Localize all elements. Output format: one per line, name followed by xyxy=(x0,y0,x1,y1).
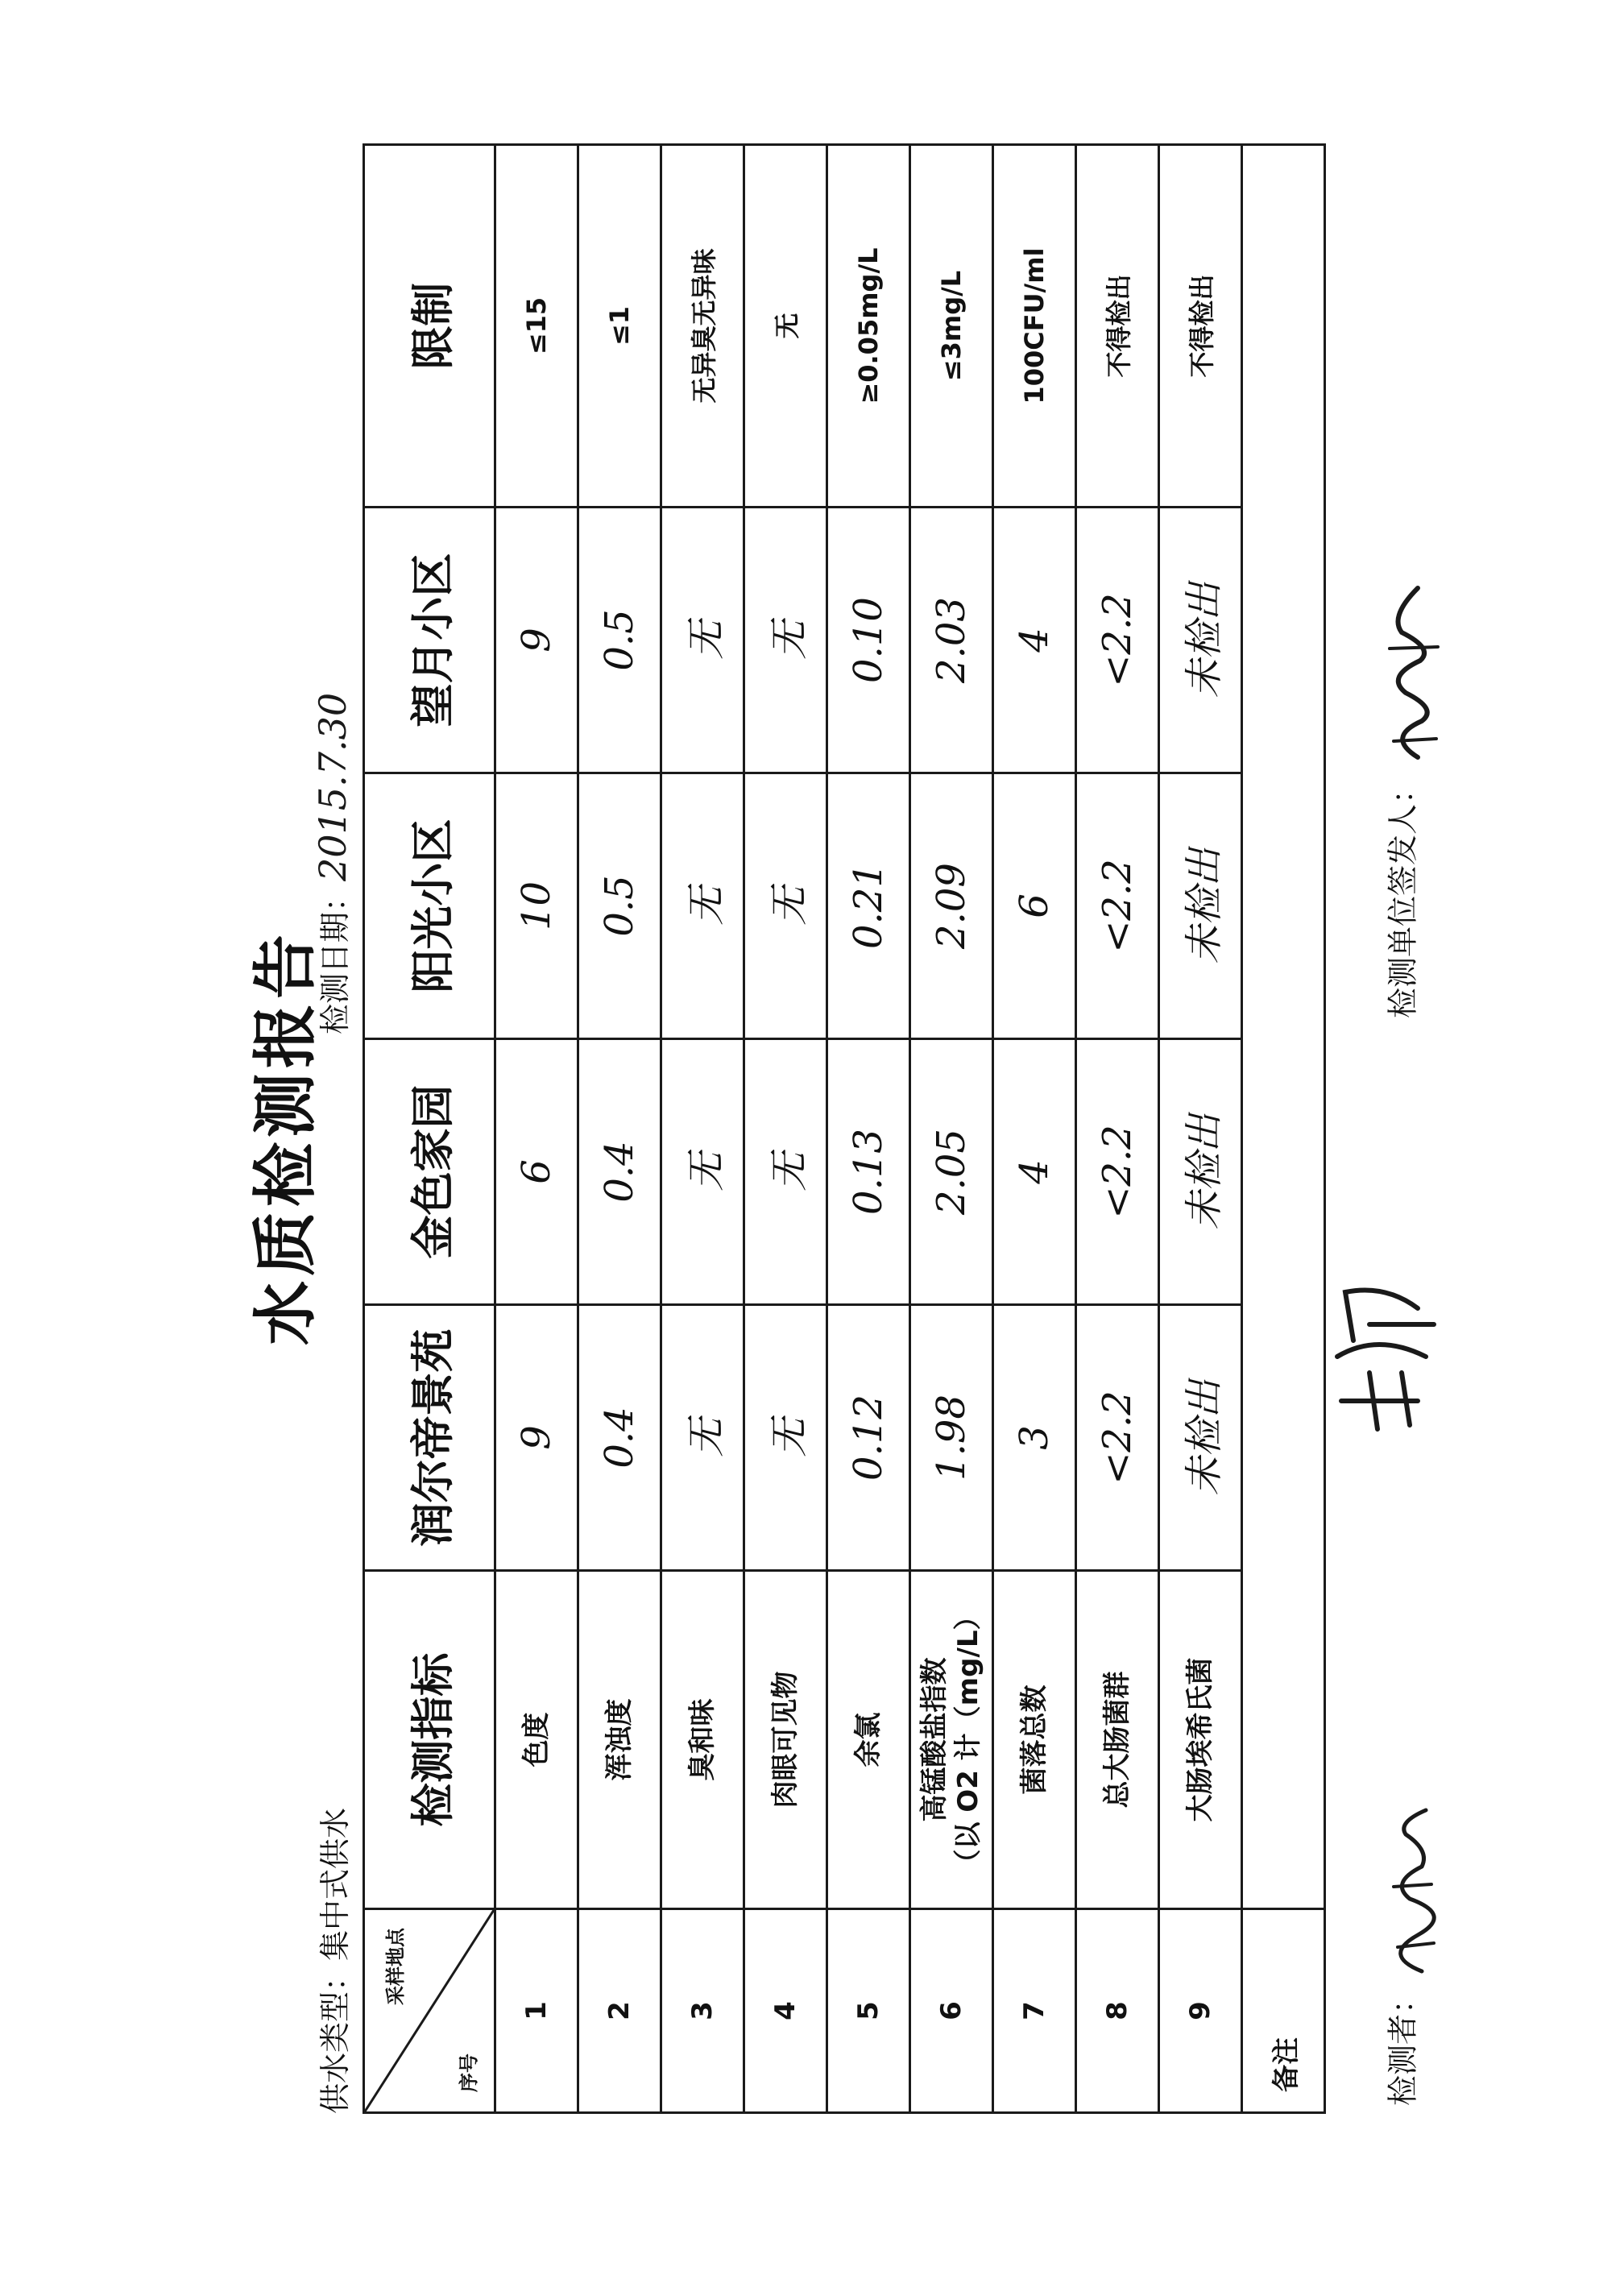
row-value: 无 xyxy=(661,773,744,1039)
site-header: 阳光小区 xyxy=(364,773,495,1039)
row-value: 无 xyxy=(744,1039,827,1305)
row-value: 0.12 xyxy=(827,1305,910,1571)
test-date-value: 2015.7.30 xyxy=(311,692,354,881)
row-value: 3 xyxy=(993,1305,1076,1571)
row-item: 臭和味 xyxy=(661,1571,744,1909)
row-limit: 无异臭无异味 xyxy=(661,145,744,508)
row-value: 未检出 xyxy=(1159,1039,1242,1305)
row-index: 8 xyxy=(1076,1909,1159,2113)
item-header: 检测指标 xyxy=(364,1571,495,1909)
issuer-block xyxy=(1373,576,1446,1018)
row-item xyxy=(910,1571,993,1909)
limit-header: 限制 xyxy=(364,145,495,508)
row-limit: 100CFU/ml xyxy=(993,145,1076,508)
corner-top-label: 采样地点 xyxy=(384,1928,407,2005)
site-header: 润尔帝景苑 xyxy=(364,1305,495,1571)
row-item: 浑浊度 xyxy=(578,1571,661,1909)
row-value: 9 xyxy=(495,1305,578,1571)
table-row xyxy=(744,145,827,2113)
row-value: 0.13 xyxy=(827,1039,910,1305)
row-value: 无 xyxy=(744,773,827,1039)
row-index: 2 xyxy=(578,1909,661,2113)
row-item: 总大肠菌群 xyxy=(1076,1571,1159,1909)
test-date-label: 检测日期： xyxy=(317,881,353,1034)
row-value: 无 xyxy=(661,1039,744,1305)
table-row xyxy=(1159,145,1242,2113)
tester-block xyxy=(1373,1802,1446,2106)
row-value: 无 xyxy=(661,508,744,773)
row-index: 5 xyxy=(827,1909,910,2113)
row-value: 2.09 xyxy=(910,773,993,1039)
issuer-signature xyxy=(1373,576,1446,769)
supply-type xyxy=(310,1808,354,2114)
row-index: 3 xyxy=(661,1909,744,2113)
row-value: 未检出 xyxy=(1159,1305,1242,1571)
row-value: 0.21 xyxy=(827,773,910,1039)
row-item: 余氯 xyxy=(827,1571,910,1909)
row-value: 无 xyxy=(661,1305,744,1571)
supply-type-value: 集中式供水 xyxy=(317,1807,353,1961)
row-item: 大肠埃希氏菌 xyxy=(1159,1571,1242,1909)
corner-bottom-label: 序号 xyxy=(458,2053,480,2092)
row-value: 无 xyxy=(744,508,827,773)
table-row xyxy=(661,145,744,2113)
row-value: 0.5 xyxy=(578,508,661,773)
test-date xyxy=(310,693,354,1034)
row-limit: 不得检出 xyxy=(1076,145,1159,508)
remark-content xyxy=(1242,145,1325,1909)
table-row xyxy=(827,145,910,2113)
remark-label: 备注 xyxy=(1242,1909,1325,2113)
row-value: 2.05 xyxy=(910,1039,993,1305)
row-value: 未检出 xyxy=(1159,508,1242,773)
supply-type-label: 供水类型： xyxy=(317,1960,353,2114)
row-value: <2.2 xyxy=(1076,1305,1159,1571)
row-index: 1 xyxy=(495,1909,578,2113)
second-signature xyxy=(1321,1252,1445,1445)
row-item-line1: 高锰酸盐指数 xyxy=(918,1657,951,1822)
row-value: 0.4 xyxy=(578,1305,661,1571)
tester-signature xyxy=(1373,1802,1446,1979)
table-row xyxy=(495,145,578,2113)
row-value: 6 xyxy=(495,1039,578,1305)
row-item: 色度 xyxy=(495,1571,578,1909)
table-row xyxy=(910,145,993,2113)
row-value: 0.5 xyxy=(578,773,661,1039)
table-row xyxy=(1076,145,1159,2113)
site-header: 望月小区 xyxy=(364,508,495,773)
row-index: 9 xyxy=(1159,1909,1242,2113)
tester-label: 检测者： xyxy=(1385,1983,1421,2106)
row-value: 1.98 xyxy=(910,1305,993,1571)
remark-row xyxy=(1242,145,1325,2113)
row-value: 0.10 xyxy=(827,508,910,773)
table-row xyxy=(578,145,661,2113)
corner-cell xyxy=(364,1909,495,2113)
report-title: 水质检测报告 xyxy=(248,930,323,1345)
row-limit: 不得检出 xyxy=(1159,145,1242,508)
row-limit: ≤3mg/L xyxy=(910,145,993,508)
row-limit: ≤15 xyxy=(495,145,578,508)
row-item: 菌落总数 xyxy=(993,1571,1076,1909)
row-value: 4 xyxy=(993,1039,1076,1305)
row-item-line2: （以 O2 计（mg/L） xyxy=(952,1602,984,1877)
row-value: 4 xyxy=(993,508,1076,773)
row-index: 6 xyxy=(910,1909,993,2113)
row-value: 9 xyxy=(495,508,578,773)
issuer-label: 检测单位签发人： xyxy=(1385,773,1421,1018)
row-value: 10 xyxy=(495,773,578,1039)
row-index: 7 xyxy=(993,1909,1076,2113)
row-value: 未检出 xyxy=(1159,773,1242,1039)
row-item: 肉眼可见物 xyxy=(744,1571,827,1909)
second-signature-mark xyxy=(1321,1252,1442,1445)
row-value: <2.2 xyxy=(1076,773,1159,1039)
row-value: 0.4 xyxy=(578,1039,661,1305)
row-limit: ≥0.05mg/L xyxy=(827,145,910,508)
table-row xyxy=(993,145,1076,2113)
row-limit: ≤1 xyxy=(578,145,661,508)
row-value: 2.03 xyxy=(910,508,993,773)
row-value: 无 xyxy=(744,1305,827,1571)
row-limit: 无 xyxy=(744,145,827,508)
row-value: <2.2 xyxy=(1076,508,1159,773)
report-table xyxy=(362,143,1326,2114)
row-value: 6 xyxy=(993,773,1076,1039)
site-header: 金色家园 xyxy=(364,1039,495,1305)
row-value: <2.2 xyxy=(1076,1039,1159,1305)
row-index: 4 xyxy=(744,1909,827,2113)
header-row xyxy=(364,145,495,2113)
